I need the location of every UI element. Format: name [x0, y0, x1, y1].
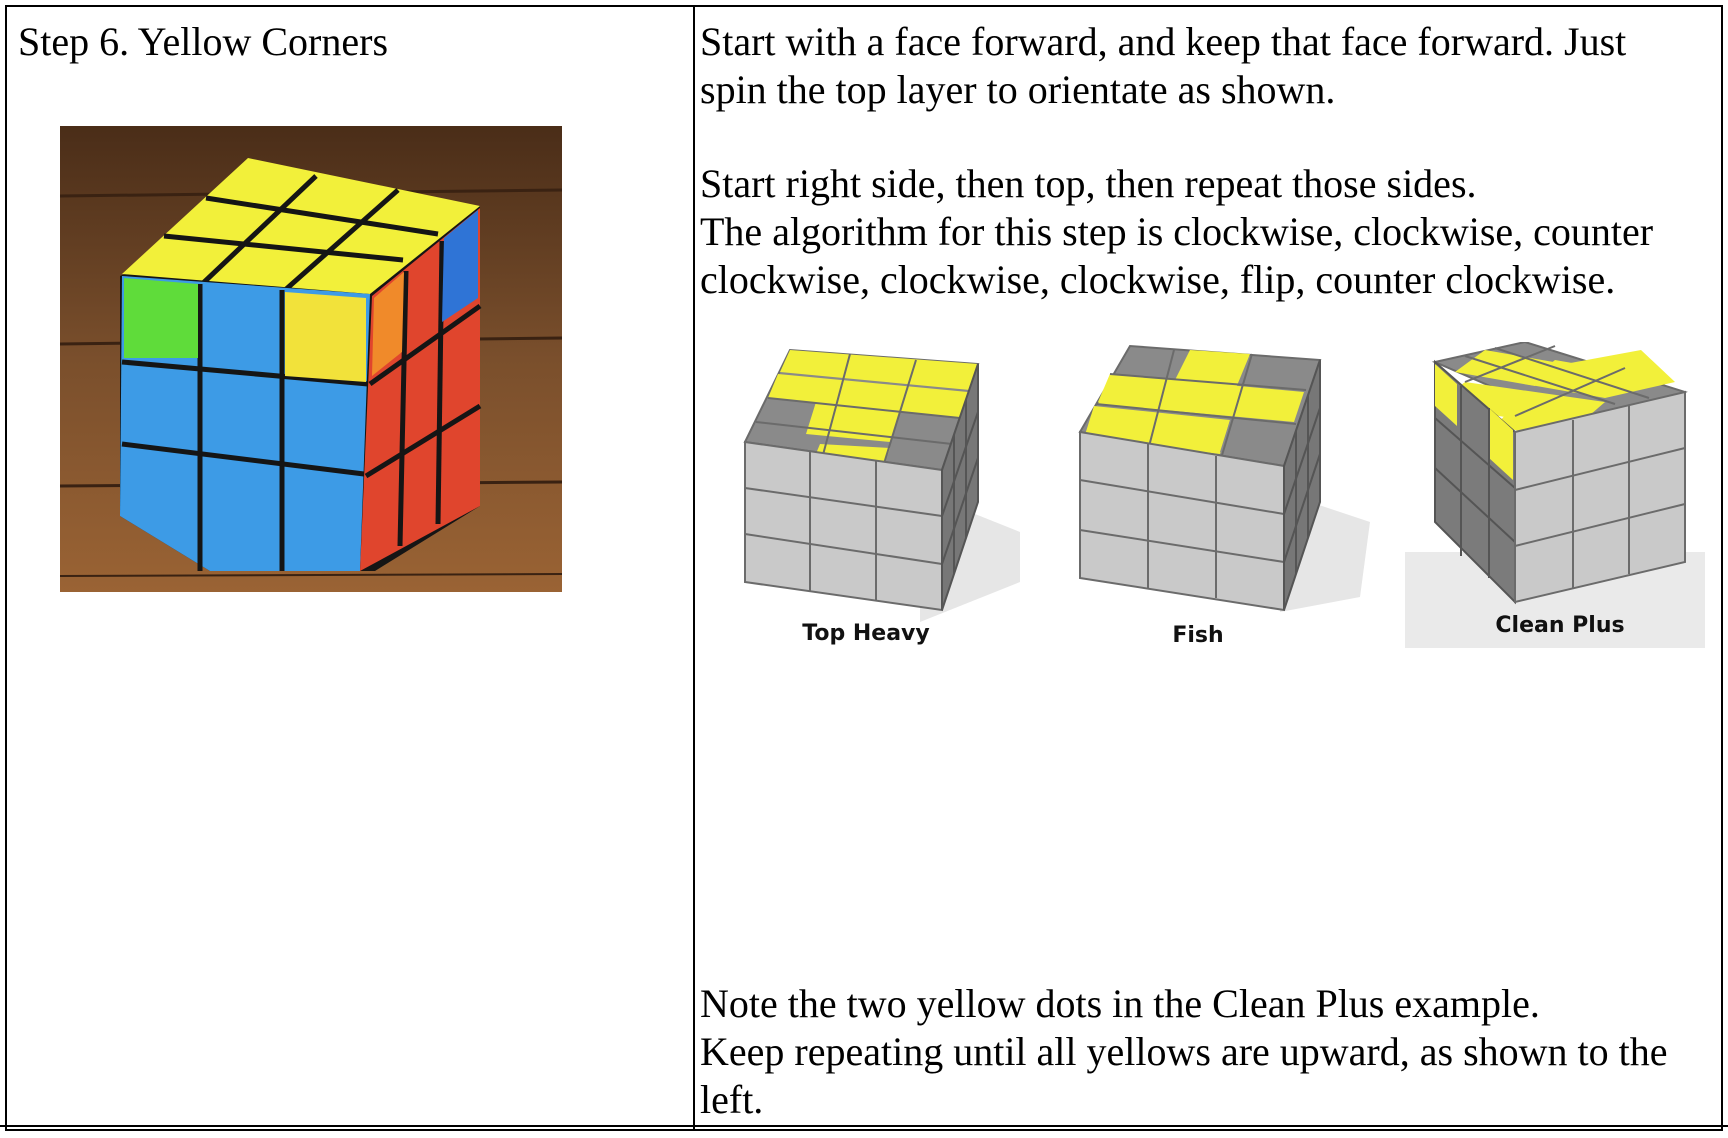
top-heavy-diagram — [720, 342, 1020, 658]
note-line-1: Note the two yellow dots in the Clean Plus example. — [700, 981, 1540, 1026]
fish-diagram — [1070, 342, 1370, 658]
note-line-3: left. — [700, 1077, 764, 1122]
row-divider — [0, 1125, 1728, 1127]
instruction-line-2: spin the top layer to orientate as shown. — [700, 67, 1336, 112]
instruction-line-1: Start with a face forward, and keep that face forward. Just — [700, 19, 1627, 64]
note-line-2: Keep repeating until all yellows are upward, as shown to the — [700, 1029, 1668, 1074]
caption-fish: Fish — [1172, 623, 1224, 648]
instruction-line-3: Start right side, then top, then repeat those sides. — [700, 161, 1477, 206]
caption-top-heavy: Top Heavy — [802, 621, 930, 646]
solved-cube-photo — [60, 126, 562, 592]
column-divider — [693, 7, 695, 1131]
instruction-line-4: The algorithm for this step is clockwise, clockwise, counter — [700, 209, 1654, 254]
step-heading: Step 6. Yellow Corners — [18, 19, 389, 64]
instruction-line-5: clockwise, clockwise, clockwise, flip, counter clockwise. — [700, 257, 1616, 302]
clean-plus-diagram — [1405, 342, 1705, 648]
caption-clean-plus: Clean Plus — [1495, 613, 1625, 638]
